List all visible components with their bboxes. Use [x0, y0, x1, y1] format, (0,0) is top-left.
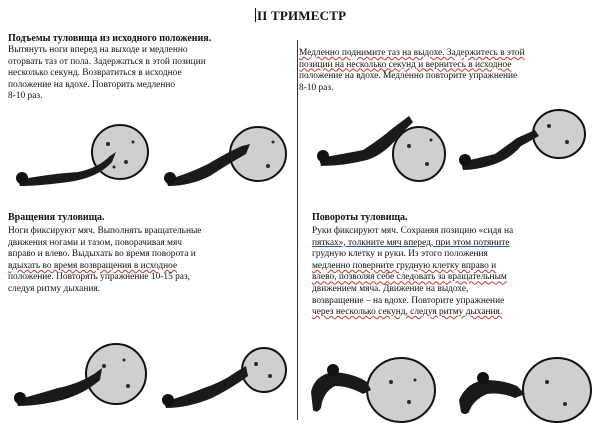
section-title-turns: Повороты туловища. — [312, 212, 408, 223]
section-text-rotations — [8, 226, 201, 296]
text-line: Вытянуть ноги вперед на выходе и медленно — [8, 45, 188, 55]
section-text-lifts — [8, 45, 206, 103]
text-line: несколько секунд. Возвратиться в исходное — [8, 68, 182, 79]
page-title: II ТРИМЕСТР — [257, 8, 347, 23]
text-line: Медленно поднимите таз на выдохе. Задержитесь в этой — [299, 48, 525, 58]
text-line: движения ногами и тазом, поворачивая мяч — [8, 237, 182, 248]
text-line: пятках», толкните мяч вперед, при этом потяните — [312, 237, 510, 248]
text-line: следуя ритму дыхания. — [8, 283, 101, 294]
text-line: Ноги фиксируют мяч. Выполнять вращательные — [8, 226, 202, 236]
exercise-figure-turn-start — [305, 352, 453, 424]
text-line: движением мяча. Движение на выдохе, — [312, 283, 469, 294]
exercise-figure-rotation-left — [8, 340, 150, 418]
text-line: положение. Повторять упражнение 10-15 раз, — [8, 272, 190, 283]
text-line: через несколько секунд, следуя ритму дыхания. — [312, 307, 503, 318]
text-line: грудную клетку и руки. Из этого положения — [312, 249, 488, 260]
text-line: влево, позволяя себе следовать за вращательным — [312, 272, 507, 283]
text-line: медленно поверните грудную клетку вправо и — [312, 260, 497, 271]
exercise-figure-lift-raised — [158, 124, 293, 192]
text-line: 8-10 раз. — [8, 91, 43, 102]
section-title-rotations: Вращения туловища. — [8, 212, 105, 223]
exercise-figure-turn-side — [455, 352, 597, 424]
text-line: положение на вдохе. Медленно повторите упражнение — [299, 71, 518, 82]
exercise-figure-lift-start — [8, 122, 153, 192]
text-line: возвращение – на вдохе. Повторите упражнение — [312, 295, 505, 306]
column-divider — [297, 40, 298, 420]
text-line: позиции на несколько секунд и вернитесь в исходное — [299, 59, 512, 70]
text-line: вправо и влево. Выдыхать во время поворота и — [8, 249, 196, 260]
section-title-lifts: Подъемы туловища из исходного положения. — [8, 33, 212, 44]
text-line: Руки фиксируют мяч. Сохраняя позицию «сидя на — [312, 226, 514, 236]
text-line: оторвать таз от пола. Задержаться в этой позиции — [8, 56, 206, 67]
text-cursor — [255, 8, 256, 22]
section-text-lifts-right — [299, 48, 525, 94]
exercise-figure-pelvis-hold — [455, 108, 595, 183]
text-line: положение на вдохе. Повторить медленно — [8, 79, 176, 90]
text-line: вдыхать во время возвращения в исходное — [8, 260, 178, 271]
text-line: 8-10 раз. — [299, 82, 334, 93]
exercise-figure-rotation-right — [158, 344, 293, 418]
section-text-turns — [312, 226, 513, 319]
exercise-figure-pelvis-raise — [313, 110, 455, 185]
